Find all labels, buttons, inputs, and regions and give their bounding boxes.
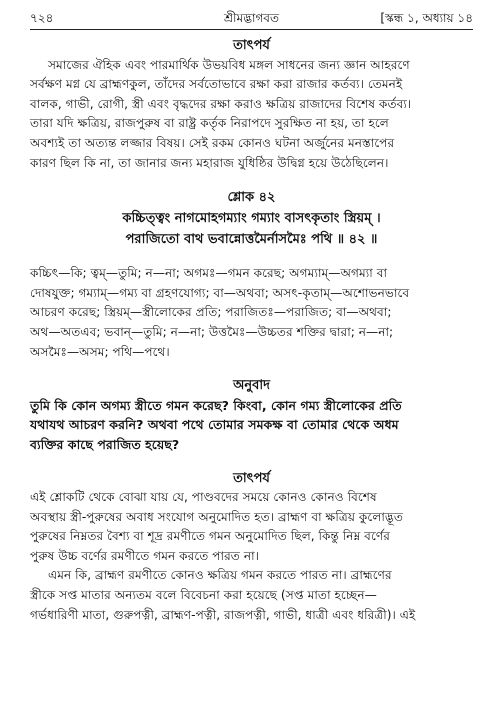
- synonym-line: আচরণ করেছ; স্ত্রিয়ম্—স্ত্রীলোকের প্রতি; পরাজিতঃ—পরাজিত; বা—অথবা;: [30, 305, 392, 320]
- purport-line: বালক, গাভী, রোগী, স্ত্রী এবং বৃদ্ধদের রক্ষা করাও ক্ষত্রিয় রাজাদের বিশেষ কর্তব্য।: [30, 96, 412, 111]
- chapter-reference: [স্কন্ধ ১, অধ্যায় ১৪: [380, 11, 473, 25]
- verse-line: পরাজিতো বাথ ভবান্নোত্তমৈর্নাসমৈঃ পথি ॥ ৪২ ॥: [125, 232, 378, 248]
- book-title: শ্রীমদ্ভাগবত: [223, 11, 279, 25]
- purport-line: গর্ভধারিণী মাতা, গুরুপত্নী, ব্রাহ্মণ-পত্নী, রাজপত্নী, গাভী, ধাত্রী এবং ধরিত্রী)। এই: [30, 607, 416, 622]
- translation-heading: অনুবাদ: [233, 378, 270, 394]
- translation-line: যথাযথ আচরণ করনি? অথবা পথে তোমার সমকক্ষ বা তোমার থেকে অধম: [30, 417, 399, 433]
- purport-line: তারা যদি ক্ষত্রিয়, রাজপুরুষ বা রাষ্ট্র কর্তৃক নিরাপদে সুরক্ষিত না হয়, তা হলে: [30, 116, 389, 131]
- synonym-line: অথ—অতএব; ভবান্—তুমি; ন—না; উত্তমৈঃ—উচ্চতর শক্তির দ্বারা; ন—না;: [30, 324, 394, 339]
- synonym-line: কচ্চিৎ—কি; ত্বম্—তুমি; ন—না; অগমঃ—গমন করেছ; অগম্যাম্—অগম্যা বা: [30, 266, 388, 281]
- synonym-line: দোষযুক্ত; গম্যাম্—গম্য বা গ্রহণযোগ্য; বা—অথবা; অসৎ-কৃতাম্—অশোভনভাবে: [30, 285, 410, 300]
- purport-line: সমাজের ঐহিক এবং পারমার্থিক উভয়বিধ মঙ্গল সাধনের জন্য জ্ঞান আহরণে: [48, 57, 410, 72]
- page-number: ৭২৪: [30, 11, 54, 25]
- purport-line: সর্বক্ষণ মগ্ন যে ব্রাহ্মণকুল, তাঁদের সর্বতোভাবে রক্ষা করা রাজার কর্তব্য। তেমনই: [30, 77, 403, 92]
- purport-line: স্ত্রীকে সপ্ত মাতার অন্যতম বলে বিবেচনা করা হয়েছে (সপ্ত মাতা হচ্ছেন—: [30, 588, 377, 603]
- purport-heading: তাৎপর্য: [233, 38, 270, 53]
- running-header: [30, 10, 473, 28]
- purport-heading: তাৎপর্য: [233, 470, 270, 486]
- header-rule: [30, 29, 473, 30]
- synonym-line: অসমৈঃ—অসম; পথি—পথে।: [30, 344, 170, 359]
- translation-line: তুমি কি কোন অগম্য স্ত্রীতে গমন করেছ? কিংবা, কোন গম্য স্ত্রীলোকের প্রতি: [30, 397, 402, 413]
- page-content: [30, 36, 473, 625]
- verse-line: কচ্চিত্ত্বং নাগমোহগম্যাং গম্যাং বাসৎকৃতাং স্ত্রিয়ম্ ।: [122, 211, 381, 227]
- purport-line: পুরুষ উচ্চ বর্ণের রমণীতে গমন করতে পারত না।: [30, 548, 259, 563]
- purport-line: এমন কি, ব্রাহ্মণ রমণীতে কোনও ক্ষত্রিয় গমন করতে পারত না। ব্রাহ্মণের: [48, 568, 392, 583]
- purport-line: এই শ্লোকটি থেকে বোঝা যায় যে, পাণ্ডবদের সময়ে কোনও কোনও বিশেষ: [30, 490, 377, 505]
- translation-line: ব্যক্তির কাছে পরাজিত হয়েছ?: [30, 436, 180, 452]
- purport-line: পুরুষের নিম্নতর বৈশ্য বা শূদ্র রমণীতে গমন অনুমোদিত ছিল, কিন্তু নিম্ন বর্ণের: [30, 529, 390, 544]
- verse-title: শ্লোক ৪২: [227, 190, 276, 206]
- purport-line: অবস্থায় স্ত্রী-পুরুষের অবাধ সংযোগ অনুমোদিত হত। ব্রাহ্মণ বা ক্ষত্রিয় কুলোদ্ভূত: [30, 509, 404, 524]
- purport-line: কারণ ছিল কি না, তা জানার জন্য মহারাজ যুধিষ্ঠির উদ্বিগ্ন হয়ে উঠেছিলেন।: [30, 155, 389, 170]
- purport-line: অবশ্যই তা অত্যন্ত লজ্জার বিষয়। সেই রকম কোনও ঘটনা অর্জুনের মনস্তাপের: [30, 135, 395, 150]
